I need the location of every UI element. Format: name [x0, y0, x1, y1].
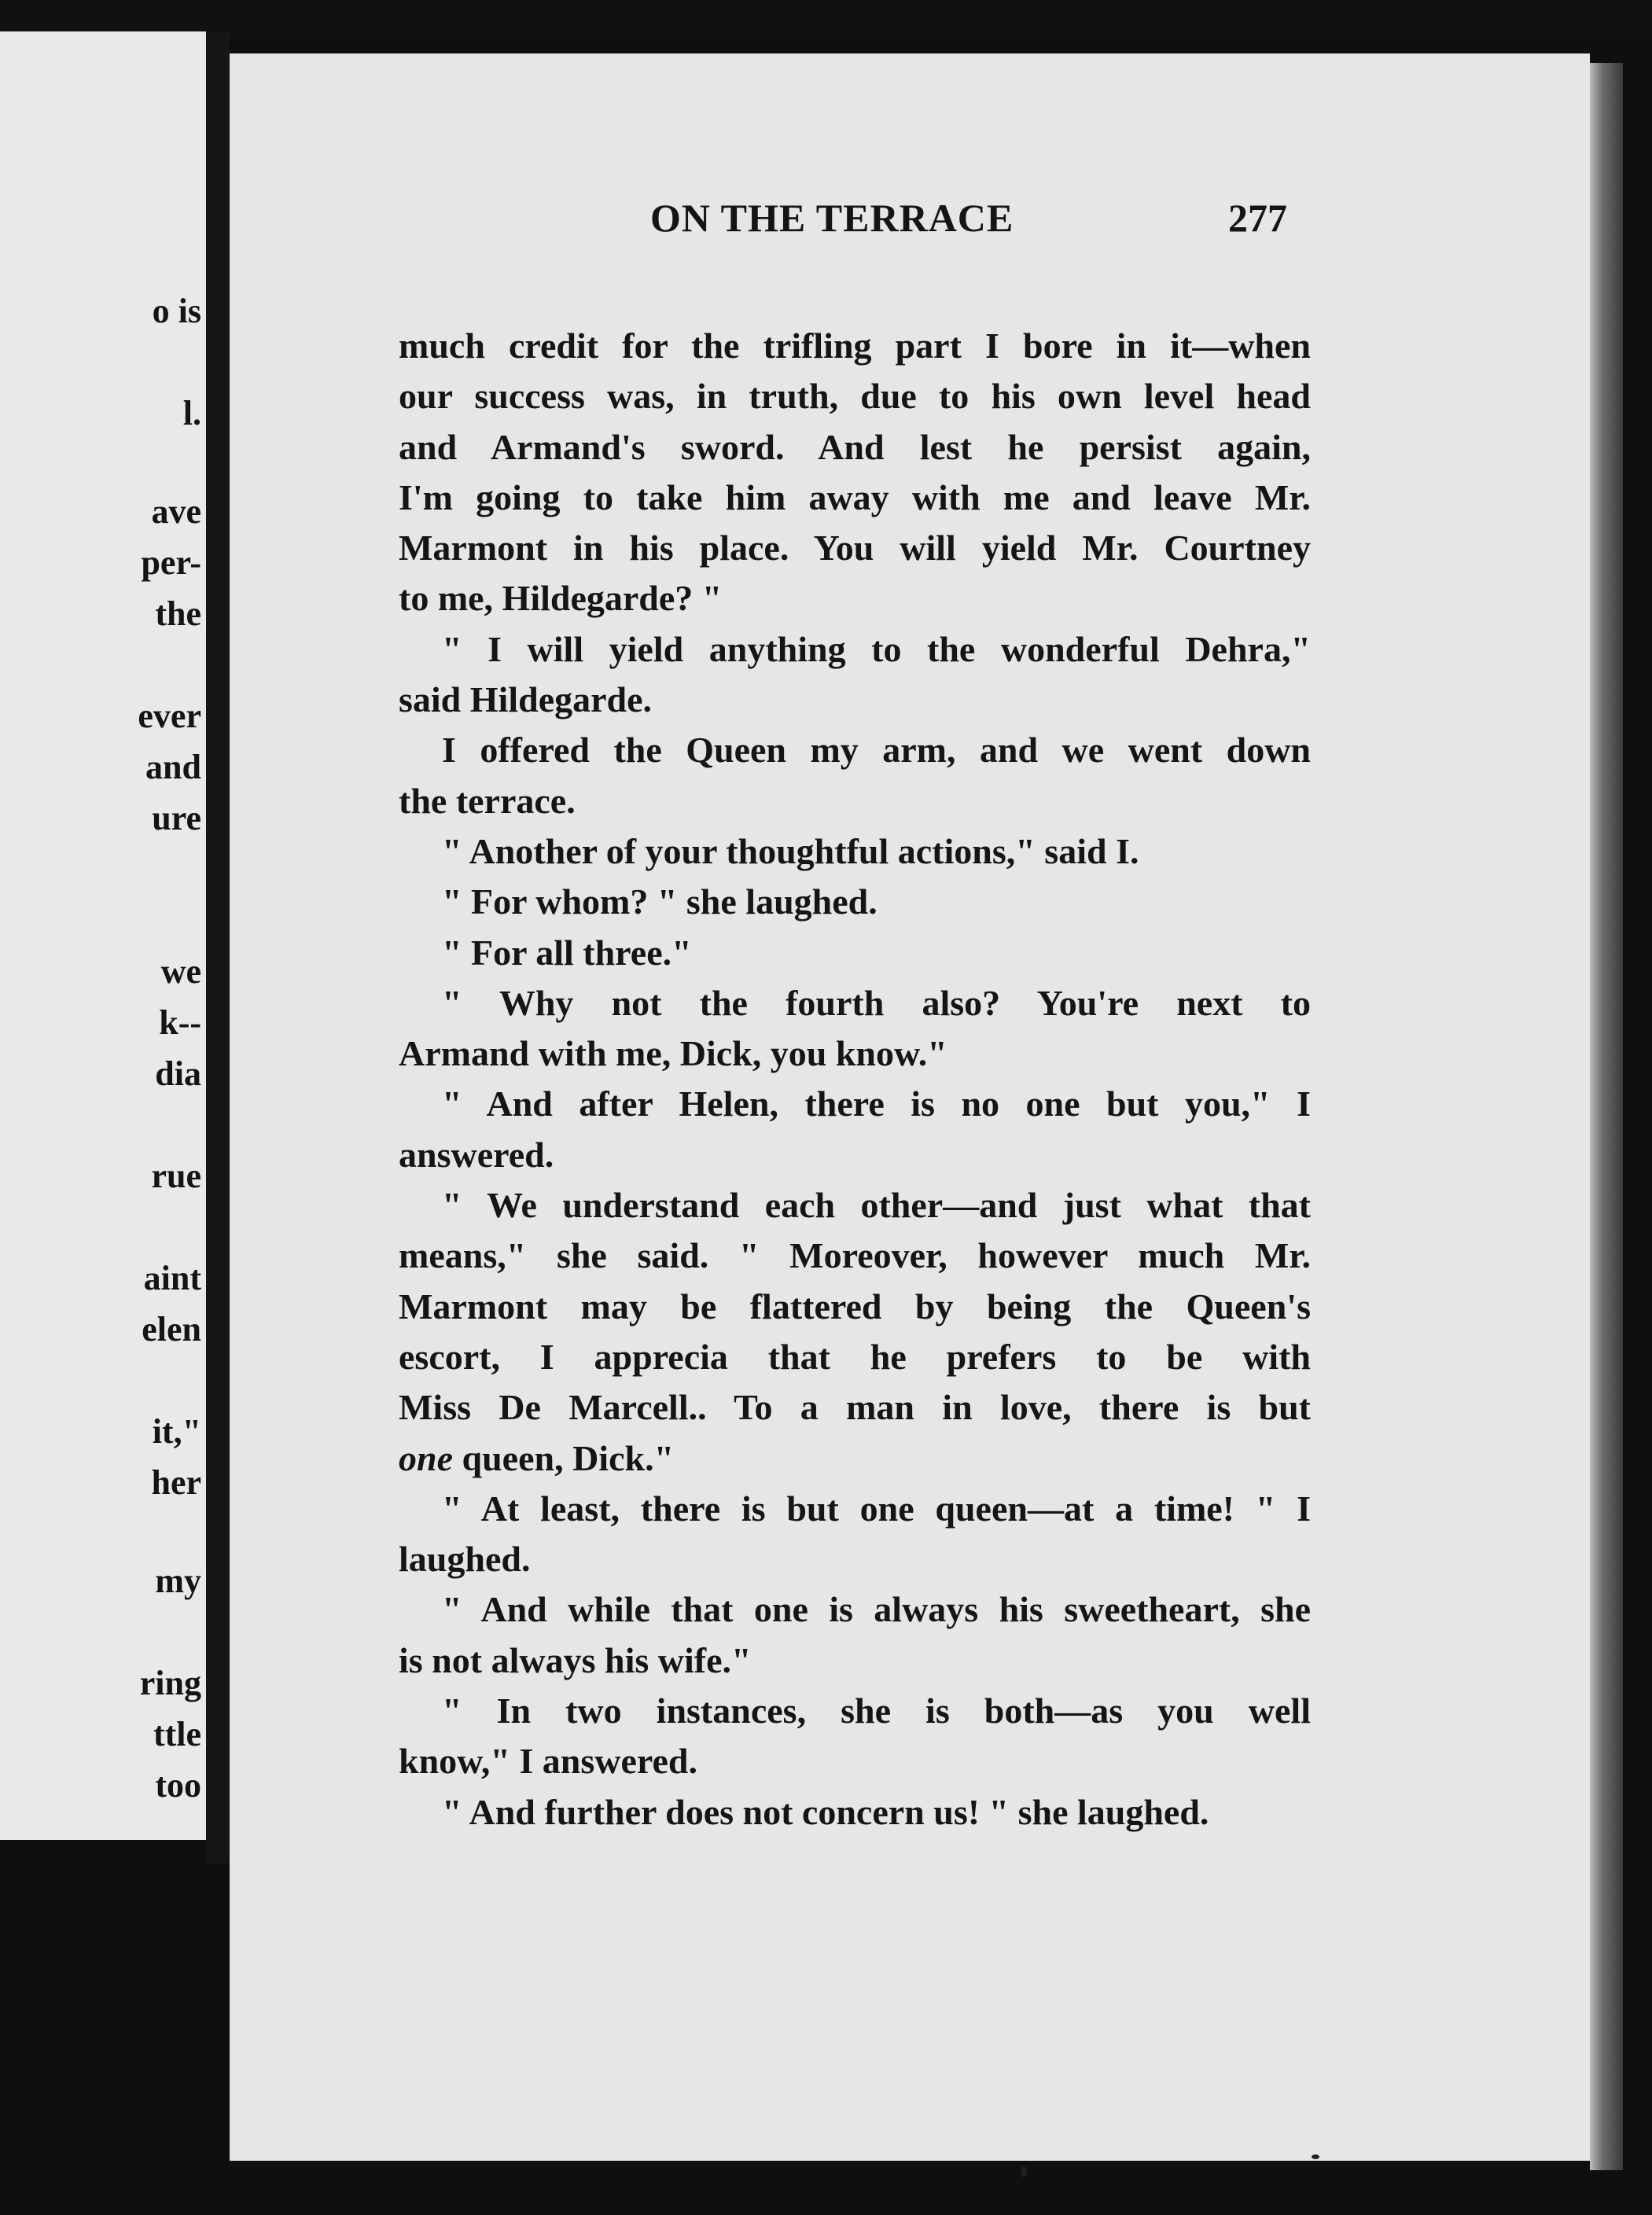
text-line: much credit for the trifling part I bore in it—when [399, 326, 1311, 366]
paragraph [399, 1686, 1311, 1787]
left-fragment: we [160, 952, 201, 991]
text-line: the terrace. [399, 780, 576, 821]
paragraph [399, 1180, 1311, 1484]
text-line: know," I answered. [399, 1741, 697, 1782]
text-line: " For whom? " she laughed. [442, 881, 878, 922]
text-line: escort, I apprecia that he prefers to be with [399, 1336, 1311, 1377]
left-fragment: ure [152, 799, 201, 837]
scan-border [0, 0, 1652, 39]
page-edge-shadow [1590, 63, 1623, 2170]
page-header [230, 195, 1590, 258]
text-line: to me, Hildegarde? " [399, 578, 723, 619]
left-fragment: and [145, 748, 201, 786]
left-fragment: k-- [159, 1003, 201, 1042]
paragraph [399, 1079, 1311, 1180]
text-line-rest: queen, Dick." [453, 1437, 675, 1478]
left-fragment: elen [142, 1310, 201, 1349]
emphasis-word: one [399, 1437, 453, 1478]
left-fragment: per- [141, 543, 201, 582]
paragraph [399, 877, 1311, 927]
facing-page-left [0, 31, 206, 1840]
text-line: our success was, in truth, due to his own level head [399, 376, 1311, 417]
text-line: Armand with me, Dick, you know." [399, 1033, 947, 1074]
book-page [230, 53, 1590, 2161]
paragraph [399, 1484, 1311, 1585]
text-line: I'm going to take him away with me and leave Mr. [399, 476, 1311, 517]
text-line: I offered the Queen my arm, and we went down [442, 730, 1311, 771]
left-fragment: ever [138, 697, 201, 735]
text-line: said Hildegarde. [399, 679, 653, 720]
left-fragment: o is [152, 292, 201, 330]
paragraph [399, 1584, 1311, 1686]
paragraph [399, 826, 1311, 877]
paragraph [399, 624, 1311, 726]
paragraph [399, 928, 1311, 978]
text-line: " We understand each other—and just what that [442, 1185, 1311, 1226]
book-gutter [206, 31, 230, 1864]
paragraph [399, 321, 1311, 624]
scan-speck [1021, 2166, 1027, 2177]
text-line: answered. [399, 1134, 554, 1175]
page-number: 277 [1228, 196, 1287, 240]
left-fragment: aint [143, 1259, 201, 1297]
paragraph [399, 1787, 1311, 1838]
scan-speck [1312, 2154, 1319, 2159]
text-line: " Another of your thoughtful actions," said I. [442, 830, 1139, 871]
running-head: ON THE TERRACE [650, 196, 1014, 240]
text-line: " And while that one is always his sweetheart, she [442, 1589, 1311, 1630]
left-fragment: too [155, 1766, 201, 1805]
text-line [399, 1433, 1311, 1484]
text-line: Marmont may be flattered by being the Queen's [399, 1286, 1311, 1326]
left-fragment: it," [152, 1412, 201, 1451]
text-line: " I will yield anything to the wonderful Dehra," [442, 628, 1311, 669]
paragraph [399, 725, 1311, 826]
paragraph [399, 978, 1311, 1080]
left-fragment: ave [151, 492, 201, 531]
left-fragment: her [151, 1463, 201, 1502]
text-line: laughed. [399, 1539, 531, 1580]
left-fragment: my [155, 1562, 201, 1600]
text-line: " And further does not concern us! " she laughed. [442, 1791, 1209, 1832]
text-line: Marmont in his place. You will yield Mr. Courtney [399, 528, 1311, 568]
left-fragment: ring [139, 1664, 201, 1702]
text-line: " Why not the fourth also? You're next to [442, 982, 1311, 1023]
text-line: " For all three." [442, 932, 692, 973]
body-text [399, 321, 1311, 1838]
left-fragment: the [155, 594, 201, 633]
text-line: Miss De Marcell.. To a man in love, there is but [399, 1387, 1311, 1428]
text-line: means," she said. " Moreover, however much Mr. [399, 1235, 1311, 1276]
left-fragment: l. [182, 394, 201, 432]
text-line: " And after Helen, there is no one but you," I [442, 1084, 1311, 1124]
left-fragment: rue [151, 1157, 201, 1195]
text-line: " At least, there is but one queen—at a time! " I [442, 1488, 1311, 1529]
text-line: and Armand's sword. And lest he persist again, [399, 426, 1311, 467]
left-fragment: ttle [153, 1715, 201, 1753]
text-line: is not always his wife." [399, 1639, 752, 1680]
left-fragment: dia [155, 1054, 201, 1093]
text-line: " In two instances, she is both—as you well [442, 1691, 1311, 1731]
